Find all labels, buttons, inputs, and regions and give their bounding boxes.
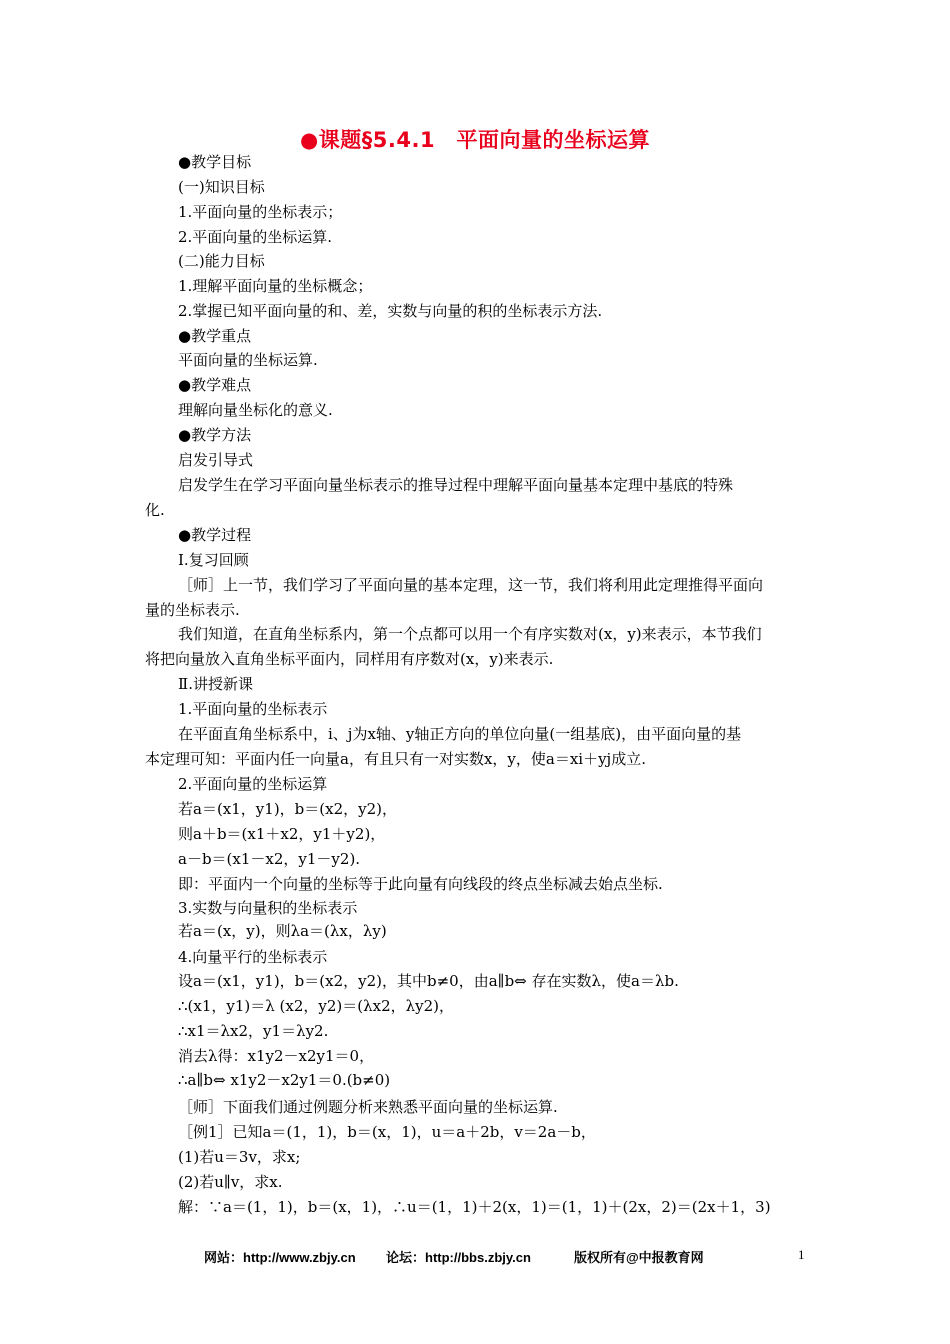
text-line: ∴x1＝λx2，y1＝λy2. bbox=[178, 1022, 329, 1040]
text-line: 消去λ得：x1y2－x2y1＝0， bbox=[178, 1047, 375, 1065]
text-line: ●教学难点 bbox=[178, 376, 252, 394]
text-line: ［师］上一节，我们学习了平面向量的基本定理，这一节，我们将利用此定理推得平面向 bbox=[178, 576, 764, 594]
text-line: (1)若u＝3v，求x; bbox=[178, 1148, 301, 1166]
footer-forum: 论坛：http://bbs.zbjy.cn bbox=[386, 1250, 531, 1265]
text-line: 在平面直角坐标系中，i、j为x轴、y轴正方向的单位向量(一组基底)，由平面向量的基 bbox=[178, 725, 742, 743]
text-line: 启发学生在学习平面向量坐标表示的推导过程中理解平面向量基本定理中基底的特殊 bbox=[178, 476, 734, 494]
text-line: 1.平面向量的坐标表示 bbox=[178, 700, 328, 718]
page-number: 1 bbox=[798, 1247, 805, 1262]
text-line: 解：∵a＝(1，1)，b＝(x，1)，∴u＝(1，1)＋2(x，1)＝(1，1)＋(2x，2)＝(2x＋1，3) bbox=[178, 1198, 771, 1216]
document-title: ●课题§5.4.1 平面向量的坐标运算 bbox=[299, 128, 651, 152]
text-line: 则a＋b＝(x1＋x2，y1＋y2)， bbox=[178, 825, 386, 843]
text-line: 平面向量的坐标运算. bbox=[178, 351, 318, 369]
text-line: ●教学目标 bbox=[178, 153, 252, 171]
text-line: 2.掌握已知平面向量的和、差，实数与向量的积的坐标表示方法. bbox=[178, 302, 603, 320]
text-line: 设a＝(x1，y1)，b＝(x2，y2)，其中b≠0，由a∥b⇔ 存在实数λ，使a＝λb. bbox=[178, 972, 679, 990]
text-line: 若a＝(x，y)，则λa＝(λx，λy) bbox=[178, 922, 387, 940]
text-line: 我们知道，在直角坐标系内，第一个点都可以用一个有序实数对(x，y)来表示，本节我们 bbox=[178, 625, 762, 643]
text-line: (二)能力目标 bbox=[178, 252, 265, 270]
text-line: 即：平面内一个向量的坐标等于此向量有向线段的终点坐标减去始点坐标. bbox=[178, 875, 663, 893]
text-line: 将把向量放入直角坐标平面内，同样用有序数对(x，y)来表示. bbox=[145, 650, 554, 668]
text-line: (一)知识目标 bbox=[178, 178, 265, 196]
text-line: ∴a∥b⇔ x1y2－x2y1＝0.(b≠0) bbox=[178, 1071, 391, 1089]
text-line: ［师］下面我们通过例题分析来熟悉平面向量的坐标运算. bbox=[178, 1098, 558, 1116]
text-line: 启发引导式 bbox=[178, 451, 254, 469]
text-line: Ⅰ.复习回顾 bbox=[178, 551, 249, 569]
footer-site: 网站：http://www.zbjy.cn bbox=[204, 1250, 356, 1265]
text-line: 1.理解平面向量的坐标概念； bbox=[178, 277, 373, 295]
text-line: a－b＝(x1－x2，y1－y2). bbox=[178, 850, 361, 868]
text-line: 4.向量平行的坐标表示 bbox=[178, 948, 328, 966]
text-line: 1.平面向量的坐标表示； bbox=[178, 203, 343, 221]
text-line: ［例1］已知a＝(1，1)，b＝(x，1)，u＝a＋2b，v＝2a－b， bbox=[178, 1123, 596, 1141]
text-line: 本定理可知：平面内任一向量a，有且只有一对实数x，y，使a＝xi＋yj成立. bbox=[145, 750, 646, 768]
footer-copyright: 版权所有@中报教育网 bbox=[574, 1250, 704, 1265]
text-line: 2.平面向量的坐标运算 bbox=[178, 775, 328, 793]
text-line: (2)若u∥v，求x. bbox=[178, 1173, 283, 1191]
text-line: 2.平面向量的坐标运算. bbox=[178, 228, 333, 246]
text-line: ∴(x1，y1)＝λ (x2，y2)＝(λx2，λy2)， bbox=[178, 997, 455, 1015]
text-line: 理解向量坐标化的意义. bbox=[178, 401, 333, 419]
text-line: 若a＝(x1，y1)，b＝(x2，y2)， bbox=[178, 800, 397, 818]
text-line: 量的坐标表示. bbox=[145, 601, 240, 619]
text-line: ●教学重点 bbox=[178, 327, 252, 345]
text-line: 3.实数与向量积的坐标表示 bbox=[178, 899, 358, 917]
text-line: ●教学方法 bbox=[178, 426, 252, 444]
text-line: ●教学过程 bbox=[178, 526, 252, 544]
text-line: Ⅱ.讲授新课 bbox=[178, 675, 253, 693]
text-line: 化. bbox=[145, 501, 165, 519]
